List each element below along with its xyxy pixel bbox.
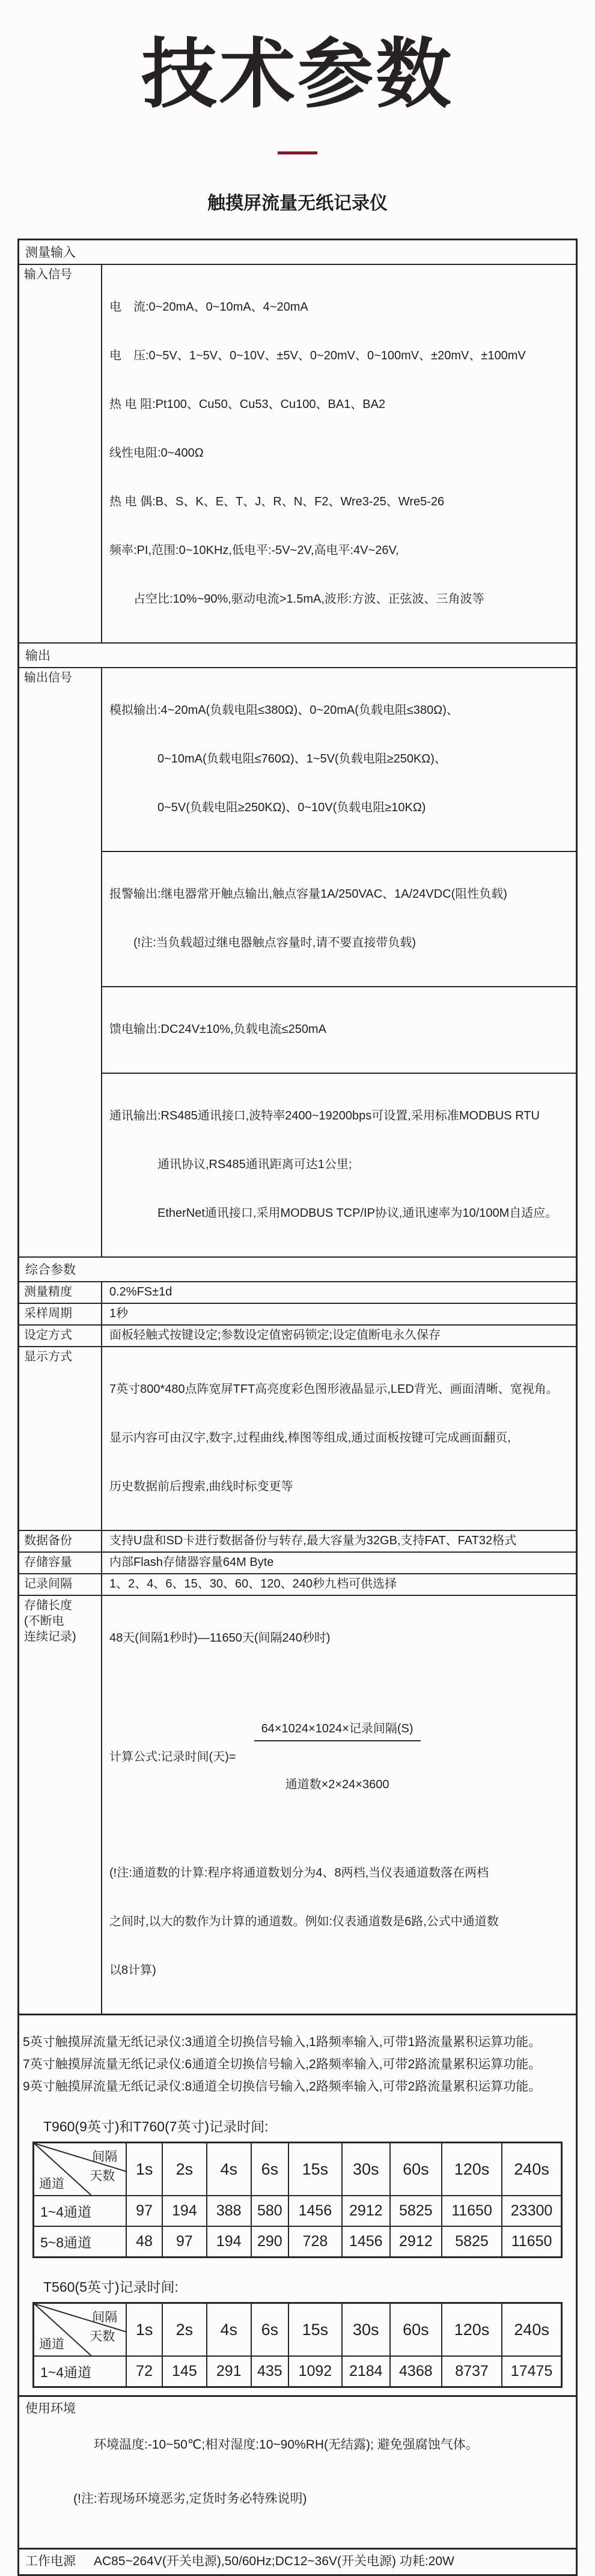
row-value: 1秒 <box>109 1307 129 1321</box>
row-setting <box>19 1326 576 1347</box>
row-input-signal <box>19 265 576 644</box>
corner-label-interval: 间隔 <box>92 2150 118 2164</box>
fraction-denominator: 通道数×2×24×3600 <box>285 1778 389 1792</box>
interval-header: 30s <box>342 2143 390 2196</box>
t960-t760-record-table <box>32 2142 563 2258</box>
days-value: 1092 <box>288 2356 342 2387</box>
days-value: 145 <box>162 2356 207 2387</box>
row-value <box>73 2400 571 2544</box>
spec-line: 热 电 阻:Pt100、Cu50、Cu53、Cu100、BA1、BA2 <box>109 398 386 412</box>
days-value: 1456 <box>342 2226 390 2258</box>
days-value: 17475 <box>502 2356 561 2387</box>
days-value: 97 <box>126 2196 162 2226</box>
days-value: 290 <box>251 2226 288 2258</box>
interval-header: 4s <box>207 2143 251 2196</box>
model-line-5inch: 5英寸触摸屏流量无纸记录仪:3通道全切换信号输入,1路频率输入,可带1路流量累积运算功能。 <box>23 2035 542 2050</box>
t560-table-title: T560(5英寸)记录时间: <box>43 2279 178 2295</box>
interval-header: 2s <box>162 2303 207 2357</box>
model-descriptions <box>19 2015 576 2098</box>
row-label: 存储容量 <box>19 1553 102 1573</box>
page-subtitle: 触摸屏流量无纸记录仪 <box>207 193 388 214</box>
row-value <box>102 1347 576 1530</box>
row-label: 输出信号 <box>19 668 102 1256</box>
interval-header: 1s <box>126 2303 162 2357</box>
spec-line: 线性电阻:0~400Ω <box>109 446 204 460</box>
spec-line: 电 流:0~20mA、0~10mA、4~20mA <box>109 300 308 314</box>
formula-fraction <box>254 1688 421 1825</box>
interval-header: 240s <box>502 2143 561 2196</box>
days-value: 388 <box>207 2196 251 2226</box>
title-underline <box>278 151 317 154</box>
table-header-row <box>34 2143 562 2196</box>
channel-note-line: 以8计算) <box>109 1964 156 1978</box>
row-label: 测量精度 <box>19 1282 102 1303</box>
row-label: 显示方式 <box>19 1347 102 1530</box>
corner-label-interval: 间隔 <box>92 2310 118 2325</box>
row-value <box>102 265 576 642</box>
spec-line: 模拟输出:4~20mA(负载电阻≤380Ω)、0~20mA(负载电阻≤380Ω)、 <box>109 704 459 717</box>
record-time-formula <box>109 1688 571 1825</box>
row-value: 1、2、4、6、15、30、60、120、240秒九档可供选择 <box>109 1577 397 1591</box>
t560-record-table <box>32 2302 563 2388</box>
spec-line: 频率:PI,范围:0~10KHz,低电平:-5V~2V,高电平:4V~26V, <box>109 544 399 558</box>
days-value: 5825 <box>390 2196 442 2226</box>
interval-header: 30s <box>342 2303 390 2357</box>
spec-line: 馈电输出:DC24V±10%,负载电流≤250mA <box>109 1023 326 1037</box>
section-header-general: 综合参数 <box>19 1258 576 1282</box>
row-label: 使用环境 <box>25 2402 76 2416</box>
row-backup <box>19 1531 576 1553</box>
diagonal-header-cell <box>34 2143 127 2196</box>
record-length-range: 48天(间隔1秒时)—11650天(间隔240秒时) <box>109 1631 331 1645</box>
row-interval <box>19 1574 576 1596</box>
interval-header: 6s <box>251 2143 288 2196</box>
row-display <box>19 1347 576 1531</box>
days-value: 11650 <box>442 2196 502 2226</box>
row-value: 内部Flash存储器容量64M Byte <box>109 1556 274 1570</box>
spec-line: (!注:当负载超过继电器触点容量时,请不要直接带负载) <box>109 936 416 950</box>
environment-line: 环境温度:-10~50℃;相对湿度:10~90%RH(无结露); 避免强腐蚀气体。 <box>94 2438 478 2452</box>
days-value: 5825 <box>442 2226 502 2258</box>
row-value <box>102 1596 576 2014</box>
days-value: 72 <box>126 2356 162 2387</box>
section-header-output: 输出 <box>19 644 576 668</box>
subrow-feed-output <box>102 987 576 1074</box>
days-value: 48 <box>126 2226 162 2258</box>
diagonal-header-cell <box>34 2303 127 2357</box>
spec-line: 热 电 偶:B、S、K、E、T、J、R、N、F2、Wre3-25、Wre5-26 <box>109 495 445 509</box>
spec-line: 报警输出:继电器常开触点输出,触点容量1A/250VAC、1A/24VDC(阻性负载) <box>109 888 507 901</box>
formula-prefix: 计算公式:记录时间(天)= <box>109 1750 236 1764</box>
corner-label-days: 天数 <box>90 2169 115 2184</box>
spec-line: EtherNet通讯接口,采用MODBUS TCP/IP协议,通讯速率为10/100M自适应。 <box>109 1207 558 1220</box>
days-value: 11650 <box>502 2226 561 2258</box>
row-value: 支持U盘和SD卡进行数据备份与转存,最大容量为32GB,支持FAT、FAT32格式 <box>109 1534 517 1548</box>
row-label: 采样周期 <box>19 1304 102 1324</box>
row-power <box>19 2548 576 2574</box>
interval-header: 4s <box>207 2303 251 2357</box>
days-value: 2912 <box>342 2196 390 2226</box>
row-value: AC85~264V(开关电源),50/60Hz;DC12~36V(开关电源) 功耗:20W <box>94 2554 454 2569</box>
label-line: 存储长度 <box>24 1599 72 1613</box>
spec-line: 显示内容可由汉字,数字,过程曲线,棒图等组成,通过面板按键可完成画面翻页, <box>109 1431 511 1445</box>
row-environment <box>19 2395 576 2548</box>
days-value: 8737 <box>442 2356 502 2387</box>
spec-line: 历史数据前后搜索,曲线时标变更等 <box>109 1480 293 1494</box>
table-header-row <box>34 2303 562 2357</box>
corner-label-channel: 通道 <box>39 2177 64 2191</box>
row-accuracy <box>19 1282 576 1304</box>
days-value: 435 <box>251 2356 288 2387</box>
table-row <box>34 2196 562 2226</box>
row-value: 面板轻触式按键设定;参数设定值密码锁定;设定值断电永久保存 <box>109 1329 441 1342</box>
days-value: 4368 <box>390 2356 442 2387</box>
spec-line: 通讯协议,RS485通讯距离可达1公里; <box>109 1158 352 1172</box>
days-value: 23300 <box>502 2196 561 2226</box>
days-value: 580 <box>251 2196 288 2226</box>
output-signal-subrows <box>102 668 576 1256</box>
interval-header: 15s <box>288 2303 342 2357</box>
row-label <box>19 1596 102 2014</box>
interval-header: 60s <box>390 2303 442 2357</box>
label-line: (不断电 <box>24 1615 64 1628</box>
days-value: 2184 <box>342 2356 390 2387</box>
table-row <box>34 2226 562 2258</box>
row-storage <box>19 1553 576 1574</box>
days-value: 97 <box>162 2226 207 2258</box>
environment-note: (!注:若现场环境恶劣,定货时务必特殊说明) <box>73 2492 307 2506</box>
channel-range-label: 5~8通道 <box>34 2226 127 2258</box>
row-output-signal <box>19 668 576 1258</box>
spec-line: 通讯输出:RS485通讯接口,波特率2400~19200bps可设置,采用标准MODBUS RTU <box>109 1109 540 1123</box>
interval-header: 120s <box>442 2143 502 2196</box>
spec-line: 占空比:10%~90%,驱动电流>1.5mA,波形:方波、正弦波、三角波等 <box>109 592 484 606</box>
spec-line: 电 压:0~5V、1~5V、0~10V、±5V、0~20mV、0~100mV、±20mV、±100mV <box>109 349 526 363</box>
days-value: 2912 <box>390 2226 442 2258</box>
page-title: 技术参数 <box>141 32 454 117</box>
channel-range-label: 1~4通道 <box>34 2356 127 2387</box>
interval-header: 60s <box>390 2143 442 2196</box>
section-header-measure-input: 测量输入 <box>19 240 576 265</box>
interval-header: 2s <box>162 2143 207 2196</box>
interval-header: 6s <box>251 2303 288 2357</box>
channel-note-line: (!注:通道数的计算:程序将通道数划分为4、8两档,当仪表通道数落在两档 <box>109 1866 489 1880</box>
label-line: 连续记录) <box>24 1630 76 1644</box>
fraction-numerator: 64×1024×1024×记录间隔(S) <box>254 1721 421 1741</box>
row-record-length <box>19 1596 576 2014</box>
row-label: 输入信号 <box>19 265 102 642</box>
model-line-9inch: 9英寸触摸屏流量无纸记录仪:8通道全切换信号输入,2路频率输入,可带2路流量累积运算功能。 <box>23 2080 542 2094</box>
subrow-alarm-output <box>102 852 576 987</box>
interval-header: 240s <box>502 2303 561 2357</box>
days-value: 291 <box>207 2356 251 2387</box>
spec-line: 7英寸800*480点阵宽屏TFT高亮度彩色图形液晶显示,LED背光、画面清晰、宽视角。 <box>109 1383 558 1396</box>
row-label: 数据备份 <box>19 1531 102 1551</box>
row-label: 记录间隔 <box>19 1574 102 1595</box>
days-value: 194 <box>162 2196 207 2226</box>
days-value: 728 <box>288 2226 342 2258</box>
spec-line: 0~10mA(负载电阻≤760Ω)、1~5V(负载电阻≥250KΩ)、 <box>109 752 447 766</box>
interval-header: 15s <box>288 2143 342 2196</box>
interval-header: 1s <box>126 2143 162 2196</box>
model-line-7inch: 7英寸触摸屏流量无纸记录仪:6通道全切换信号输入,2路频率输入,可带2路流量累积运算功能。 <box>23 2057 542 2072</box>
row-label: 设定方式 <box>19 1326 102 1346</box>
channel-range-label: 1~4通道 <box>34 2196 127 2226</box>
interval-header: 120s <box>442 2303 502 2357</box>
row-label: 工作电源 <box>25 2554 76 2569</box>
days-value: 1456 <box>288 2196 342 2226</box>
row-sampling <box>19 1304 576 1326</box>
table-row <box>34 2356 562 2387</box>
spec-line: 0~5V(负载电阻≥250KΩ)、0~10V(负载电阻≥10KΩ) <box>109 801 426 815</box>
models-and-record-box <box>17 2014 578 2576</box>
row-value: 0.2%FS±1d <box>109 1285 172 1299</box>
corner-label-channel: 通道 <box>39 2337 64 2352</box>
days-value: 194 <box>207 2226 251 2258</box>
subrow-comm-output <box>102 1074 576 1256</box>
channel-note-line: 之间时,以大的数作为计算的通道数。例如:仪表通道数是6路,公式中通道数 <box>109 1915 499 1929</box>
subrow-analog-output <box>102 668 576 852</box>
t960-t760-table-title: T960(9英寸)和T760(7英寸)记录时间: <box>43 2119 269 2135</box>
corner-label-days: 天数 <box>90 2330 115 2344</box>
spec-table <box>17 239 578 2015</box>
